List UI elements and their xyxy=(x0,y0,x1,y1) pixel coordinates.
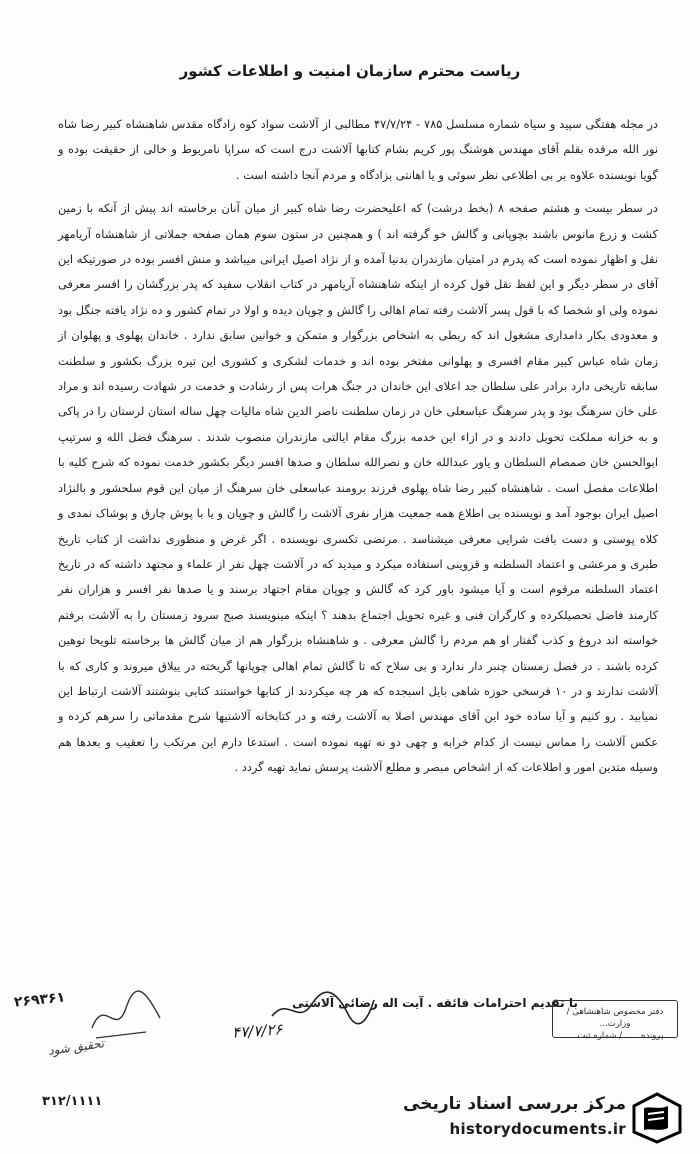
document-title: ریاست محترم سازمان امنیت و اطلاعات کشور xyxy=(179,62,521,80)
watermark-logo xyxy=(403,1090,690,1146)
signature-date: ۴۷/۷/۲۶ xyxy=(231,1020,283,1042)
margin-note: تحقیق شود xyxy=(47,1036,105,1058)
document-body xyxy=(58,112,658,789)
paragraph-1: در مجله هفتگی سپید و سیاه شماره مسلسل ۷۸۵ - ۴۷/۷/۲۴ مطالبی از آلاشت سواد کوه زادگاه مقدس شاهنشاه کبیر رضا شاه نور الله مرقده بقلم آقای مهندس هوشنگ پور کریم بشام کتابها آلاشت درج است که سراپا نامربوط و خالی از حقیقت بوده و گویا نویسنده علاوه بر بی اطلاعی نظر سوئی و یا اهانتی بزادگاه و مردم آنجا داشته است . xyxy=(58,117,658,182)
book-emblem-icon xyxy=(630,1092,684,1144)
stamp-line-2: پرونده ..... / شماره ثبت ... xyxy=(566,1031,664,1041)
closing-line: با تقدیم احترامات فائقه . آیت اله رضائی آلاشتی xyxy=(292,996,578,1010)
watermark-title: مرکز بررسی اسناد تاریخی xyxy=(403,1094,626,1114)
watermark-url: historydocuments.ir xyxy=(449,1120,626,1138)
registration-stamp xyxy=(552,1000,678,1041)
margin-code: ۳۱۲/۱۱۱۱ xyxy=(42,1094,103,1109)
margin-number: ۲۶۹۳۶۱ xyxy=(13,989,66,1011)
signature-mark xyxy=(268,986,378,1036)
paragraph-2: در سطر بیست و هشتم صفحه ۸ (بخط درشت) که اعلیحضرت رضا شاه کبیر از میان آنان برخاسته اند پیش از آنکه با زمین کشت و زرع مانوس باشند بچوپانی و گالش خو گرفته اند ) و همچنین در ستون سوم همان صفحه جملاتی از شاهنشاه آریامهر نقل و اظهار نموده است که پدرم در امتیان مازندران بدنیا آمده و از نژاد اصیل ایرانی میباشد و منش افسر بوده در صورتیکه این آقای در سطر دیگر و این لفظ نقل قول کرده از اینکه شاهنشاه آریامهر در کتاب انقلاب سفید که پدر بزرگشان را افسر معرفی نموده ولی او شخصا که با قول پسر آلاشت رفته تمام اهالی را گالش و چوپان دیده و اولا در تمام کشور و ده نژاد یافته جنگل بود و معدودی بکار دامداری مشغول اند که ربطی به اشخاص بزرگوار و متمکن و خوانین سابق ندارد . خاندان پهلوی و پهلوان از زمان شاه عباس کبیر مقام افسری و پهلوانی مفتخر بوده اند و خدمات لشکری و کشوری این تیره بزرگ بکشور و سلطنت سابقه تاریخی دارد برادر علی سلطان جد اعلای این خاندان در جنگ هرات پس از رشادت و خدمت در شهادت رسیده اند و مراد علی خان سرهنگ بود و پدر سرهنگ عباسعلی خان در زمان سلطنت ناصر الدین شاه مالیات چهل ساله استان لرستان را در پاکی و به خزانه مملکت تحویل دادند و در ازاء این خدمه بزرگ مقام ایالتی مازندران منصوب شدند . سرهنگ فضل الله و سرتیپ ابوالحسن خان صمصام السلطان و یاور عبدالله خان و نصرالله سلطان و صدها افسر دیگر بکشور خدمت نموده که شرح کلیه با اطلاعات مفصل است . شاهنشاه کبیر رضا شاه پهلوی فرزند برومند عباسعلی خان سرهنگ از میان این قوم سلحشور و بالنژاد اصیل ایران بوجود آمد و نویسنده بی اطلاع همه جمعیت هزار نفری آلاشت را گالش و چوپان و یا با پوش چارق و پوشاک نمدی و کلاه پوستی و دست بافت شرایی معرفی میشناسد . مرتضی تکسری نویسنده . اگر غرض و منظوری نداشت از کتاب تاریخ طبری و مرعشی و اعتماد السلطنه و قزوینی استفاده میکرد و میدید که در آلاشت چهل نفر از علماء و مجتهد داشته که در تاریخ اعتماد السلطنه مرقوم است و آیا میشود باور کرد که گالش و چوپان مقام اجتهاد برسند و یا صدها نفر افسر و هزاران نفر کارمند فاضل تحصیلکرده و کارگران فنی و غیره تحویل اجتماع بدهند ؟ اینکه مینویسند صبح سرود زمستان را به آلاشت برفتم خواسته اند دروغ و کذب گفتار او هم مردم را گالش معرفی . و شاهنشاه بزرگوار هم از میان گالش ها برخاسته تلویحا توهین کرده باشند . در فصل زمستان چنبر دار ندارد و بی سلاح که تا گالش تمام اهالی چوپانها گریخته در ییلاق میروند و کاری که با آلاشت ندارند و در ۱۰ فرسخی حوزه شاهی بایل اسبجده که هر چه میکردند از کتابها خواستند کتابی بنوشتند آلاشت ارتباط این نمیابید . رو کنیم و آیا ساده خود این آقای مهندس اصلا به آلاشت رفته و در کتابخانه آلاشتیها شرح مقدماتی را سرهم کرده و عکس آلاشت را مماس نیست از کدام خرابه و چهی دو نه تهیه نموده است . استدعا دارم این مرتکب را تعقیب و بعدها هم وسیله متدین امور و اطلاعات که از اشخاص مبصر و مطلع آلاشت پرسش نماید تهیه گردد . xyxy=(58,201,658,775)
stamp-line-1: دفتر مخصوص شاهنشاهی / وزارت... xyxy=(566,1007,664,1029)
